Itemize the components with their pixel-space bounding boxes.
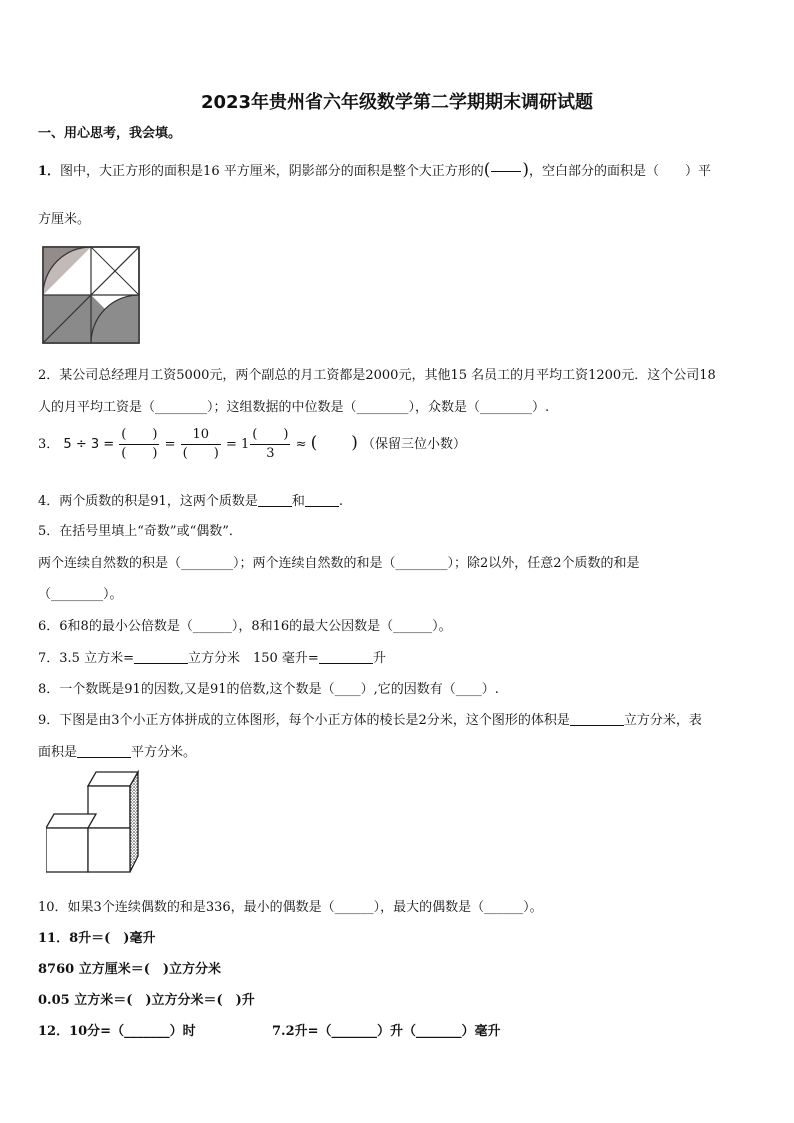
fraction-blank-1[interactable]: $\frac{( )}{( )}$ [121,427,158,461]
question-5-line-1: 5．在括号里填上“奇数”或“偶数”． [38,524,242,539]
answer-blank[interactable] [305,494,339,507]
question-11-line-3: 0.05 立方米＝( )立方分米＝( )升 [38,993,255,1008]
question-12-part-1: 12．10分=（_______）时 [38,1024,196,1039]
question-11-line-2: 8760 立方厘米＝( )立方分米 [38,962,222,977]
question-5-line-3: （________）。 [38,587,123,602]
answer-blank[interactable] [570,713,624,726]
question-10: 10．如果3个连续偶数的和是336，最小的偶数是（______），最大的偶数是（______）。 [38,900,543,915]
question-2-line-2: 人的月平均工资是（________）；这组数据的中位数是（________），众数是（________）. [38,400,550,415]
fraction-blank-over-three[interactable]: $\frac{( )}{3}$ [252,427,289,461]
question-9-line-1: 9．下图是由3个小正方体拼成的立体图形，每个小正方体的棱长是2分米，这个图形的体积是 立方分米，表 [38,713,702,728]
answer-blank[interactable] [134,651,188,664]
page-title: 2023年贵州省六年级数学第二学期期末调研试题 [200,92,594,113]
question-3: 3． 5 ÷ 3 = $\frac{( )}{( )}$ = $\frac{10}{( )}$ = 1 $\frac{( )}{3}$ ≈ ( ) （保留三位小数） [38,427,467,461]
answer-blank[interactable]: ( ) [310,433,358,453]
question-2-line-1: 2．某公司总经理月工资5000元，两个副总的月工资都是2000元，其他15 名员工的月平均工资1200元．这个公司18 [38,368,716,383]
question-8: 8．一个数既是91的因数,又是91的倍数,这个数是（____）,它的因数有（____）. [38,682,499,697]
answer-fraction[interactable] [491,155,521,188]
section-heading: 一、用心思考，我会填。 [38,126,182,141]
answer-blank[interactable] [258,494,292,507]
question-1-text-a: 图中，大正方形的面积是16 平方厘米，阴影部分的面积是整个大正方形的 [60,164,484,179]
question-7: 7．3.5 立方米= 立方分米 150 毫升= 升 [38,651,386,666]
question-1-text-c: 方厘米。 [38,212,91,227]
question-number: 1． [38,164,61,179]
answer-blank[interactable] [77,745,131,758]
question-11-line-1: 11．8升＝( )毫升 [38,931,156,946]
question-5-line-2: 两个连续自然数的积是（________）；两个连续自然数的和是（________）；除2以外，任意2个质数的和是 [38,556,640,571]
cubes-figure [46,768,142,878]
question-1: 1．图中，大正方形的面积是16 平方厘米，阴影部分的面积是整个大正方形的( )，空白部分的面积是（ ）平 [38,155,711,188]
question-9-line-2: 面积是 平方分米。 [38,745,197,760]
answer-blank[interactable] [319,651,373,664]
question-6: 6．6和8的最小公倍数是（______），8和16的最大公因数是（______）。 [38,619,452,634]
fraction-ten-over-blank[interactable]: $\frac{10}{( )}$ [182,427,219,461]
square-figure [42,246,140,344]
question-1-text-b: ，空白部分的面积是（ ）平 [529,164,712,179]
question-4: 4．两个质数的积是91，这两个质数是 和 . [38,494,343,509]
question-12-part-2: 7.2升=（_______）升（_______）毫升 [272,1024,501,1039]
